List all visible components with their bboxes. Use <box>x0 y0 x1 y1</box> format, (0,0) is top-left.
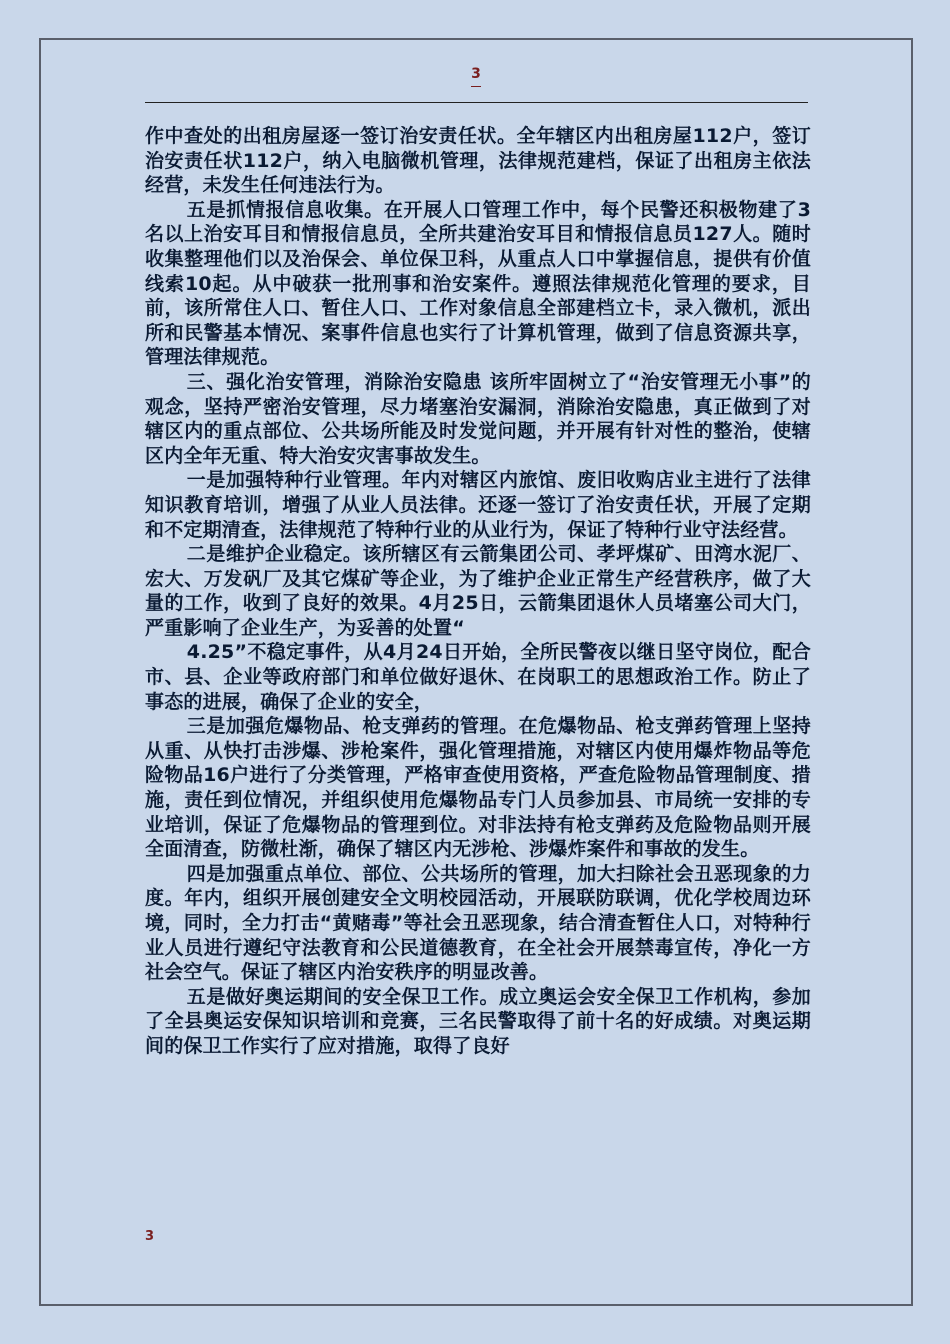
paragraph-event-425: 4.25”不稳定事件，从4月24日开始，全所民警夜以继日坚守岗位，配合市、县、企业等政府部门和单位做好退休、在岗职工的思想政治工作。防止了事态的进展，确保了企业的安全， <box>145 641 811 713</box>
header-page-number: 3 <box>471 66 481 82</box>
header-page-number-underline <box>471 86 481 87</box>
paragraph-intelligence: 五是抓情报信息收集。在开展人口管理工作中，每个民警还积极物建了3名以上治安耳目和情报信息员，全所共建治安耳目和情报信息员127人。随时收集整理他们以及治保会、单位保卫科，从重点人口中掌握信息，提供有价值线索10起。从中破获一批刑事和治安案件。遵照法律规范化管理的要求，目前，该所常住人口、暂住人口、工作对象信息全部建档立卡，录入微机，派出所和民警基本情况、案事件信息也实行了计算机管理，做到了信息资源共享，管理法律规范。 <box>145 198 811 369</box>
paragraph-special-industry: 一是加强特种行业管理。年内对辖区内旅馆、废旧收购店业主进行了法律知识教育培训，增强了从业人员法律。还逐一签订了治安责任状，开展了定期和不定期清查，法律规范了特种行业的从业行为，保证了特种行业守法经营。 <box>145 469 811 541</box>
paragraph-key-units: 四是加强重点单位、部位、公共场所的管理，加大扫除社会丑恶现象的力度。年内，组织开展创建安全文明校园活动，开展联防联调，优化学校周边环境，同时，全力打击“黄赌毒”等社会丑恶现象，结合清查暂住人口，对特种行业人员进行遵纪守法教育和公民道德教育，在全社会开展禁毒宣传，净化一方社会空气。保证了辖区内治安秩序的明显改善。 <box>145 862 811 984</box>
paragraph-olympics: 五是做好奥运期间的安全保卫工作。成立奥运会安全保卫工作机构，参加了全县奥运安保知识培训和竞赛，三名民警取得了前十名的好成绩。对奥运期间的保卫工作实行了应对措施，取得了良好 <box>145 985 811 1057</box>
header-divider <box>145 102 808 103</box>
page-frame <box>39 38 913 1306</box>
document-body <box>145 124 811 1059</box>
footer-page-number: 3 <box>145 1229 155 1244</box>
paragraph-explosives: 三是加强危爆物品、枪支弹药的管理。在危爆物品、枪支弹药管理上坚持从重、从快打击涉爆、涉枪案件，强化管理措施，对辖区内使用爆炸物品等危险物品16户进行了分类管理，严格审查使用资格，严查危险物品管理制度、措施，责任到位情况，并组织使用危爆物品专门人员参加县、市局统一安排的专业培训，保证了危爆物品的管理到位。对非法持有枪支弹药及危险物品则开展全面清查，防微杜渐，确保了辖区内无涉枪、涉爆炸案件和事故的发生。 <box>145 715 811 861</box>
paragraph-section-three-heading: 三、强化治安管理，消除治安隐患 该所牢固树立了“治安管理无小事”的观念，坚持严密治安管理，尽力堵塞治安漏洞，消除治安隐患，真正做到了对辖区内的重点部位、公共场所能及时发觉问题，并开展有针对性的整治，使辖区内全年无重、特大治安灾害事故发生。 <box>145 370 811 467</box>
paragraph-continued: 作中查处的出租房屋逐一签订治安责任状。全年辖区内出租房屋112户，签订治安责任状112户，纳入电脑微机管理，法律规范建档，保证了出租房主依法经营，未发生任何违法行为。 <box>145 125 811 197</box>
paragraph-enterprise-stability: 二是维护企业稳定。该所辖区有云箭集团公司、孝坪煤矿、田湾水泥厂、宏大、万发矾厂及其它煤矿等企业，为了维护企业正常生产经营秩序，做了大量的工作，收到了良好的效果。4月25日，云箭集团退休人员堵塞公司大门，严重影响了企业生产，为妥善的处置“ <box>145 543 811 639</box>
